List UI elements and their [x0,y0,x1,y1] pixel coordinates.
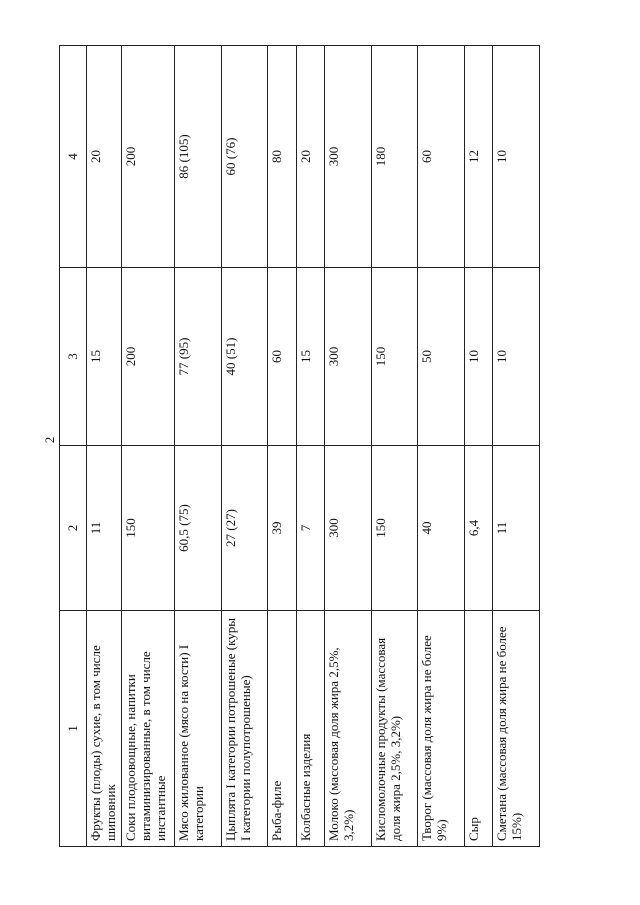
table-row [296,46,324,847]
row-label: Сметана (массовая доля жира не более 15%) [493,611,540,847]
table-row [87,46,122,847]
value-col-2: 11 [87,446,122,611]
value-col-4: 20 [296,46,324,268]
table-row [175,46,222,847]
value-col-2: 300 [325,446,372,611]
value-col-2: 150 [371,446,418,611]
value-col-2: 11 [493,446,540,611]
row-label: Молоко (массовая доля жира 2,5%, 3,2%) [325,611,372,847]
table-row [493,46,540,847]
row-label: Рыба-филе [268,611,296,847]
value-col-4: 86 (105) [175,46,222,268]
row-label: Цыплята I категории потрошеные (куры I категории полупотрошеные) [221,611,268,847]
table-row [371,46,418,847]
value-col-3: 40 (51) [221,268,268,446]
value-col-4: 10 [493,46,540,268]
value-col-3: 50 [418,268,465,446]
value-col-4: 80 [268,46,296,268]
row-label: Сыр [464,611,492,847]
table-container [59,46,540,847]
value-col-4: 20 [87,46,122,268]
row-label: Колбасные изделия [296,611,324,847]
value-col-3: 15 [87,268,122,446]
table-row [325,46,372,847]
column-header-4: 4 [60,46,87,268]
column-header-1: 1 [60,611,87,847]
row-label: Кисломолочные продукты (массовая доля жира 2,5%, 3,2%) [371,611,418,847]
table-row [418,46,465,847]
row-label: Мясо жилованное (мясо на кости) I категории [175,611,222,847]
table-header-row [60,46,87,847]
value-col-3: 60 [268,268,296,446]
row-label: Творог (массовая доля жира не более 9%) [418,611,465,847]
value-col-3: 10 [493,268,540,446]
row-label: Соки плодоовощные, напитки витаминизированные, в том числе инстантные [122,611,175,847]
value-col-3: 10 [464,268,492,446]
value-col-2: 27 (27) [221,446,268,611]
value-col-4: 60 (76) [221,46,268,268]
column-header-2: 2 [60,446,87,611]
value-col-2: 7 [296,446,324,611]
table-row [122,46,175,847]
row-label: Фрукты (плоды) сухие, в том числе шиповник [87,611,122,847]
value-col-4: 12 [464,46,492,268]
value-col-4: 200 [122,46,175,268]
nutrition-norms-table [59,45,540,847]
table-row [464,46,492,847]
value-col-2: 6,4 [464,446,492,611]
value-col-2: 39 [268,446,296,611]
table-row [268,46,296,847]
value-col-4: 180 [371,46,418,268]
page-number: 2 [42,436,57,444]
value-col-3: 200 [122,268,175,446]
value-col-3: 77 (95) [175,268,222,446]
table-row [221,46,268,847]
value-col-3: 15 [296,268,324,446]
value-col-2: 60,5 (75) [175,446,222,611]
value-col-3: 300 [325,268,372,446]
value-col-3: 150 [371,268,418,446]
value-col-2: 150 [122,446,175,611]
value-col-4: 300 [325,46,372,268]
value-col-2: 40 [418,446,465,611]
value-col-4: 60 [418,46,465,268]
column-header-3: 3 [60,268,87,446]
